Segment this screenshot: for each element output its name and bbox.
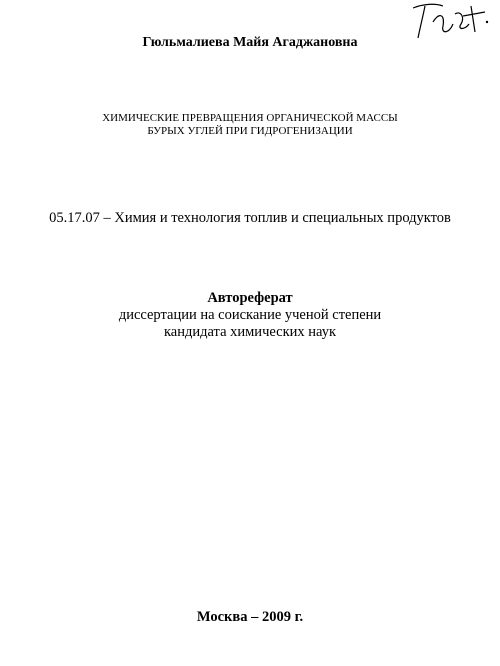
document-type [0,290,500,341]
title-line-1: ХИМИЧЕСКИЕ ПРЕВРАЩЕНИЯ ОРГАНИЧЕСКОЙ МАССЫ [102,112,398,124]
handwritten-signature [405,0,495,42]
author-name: Гюльмалиева Майя Агаджановна [142,35,358,50]
dissertation-title [0,112,500,138]
specialty-code: 05.17.07 – Химия и технология топлив и специальных продуктов [49,210,451,226]
doc-type-line-2: кандидата химических наук [163,324,337,340]
doc-type-heading: Автореферат [207,290,293,306]
doc-type-line-1: диссертации на соискание ученой степени [118,307,382,323]
place-and-year: Москва – 2009 г. [196,609,304,625]
title-line-2: БУРЫХ УГЛЕЙ ПРИ ГИДРОГЕНИЗАЦИИ [147,125,353,137]
